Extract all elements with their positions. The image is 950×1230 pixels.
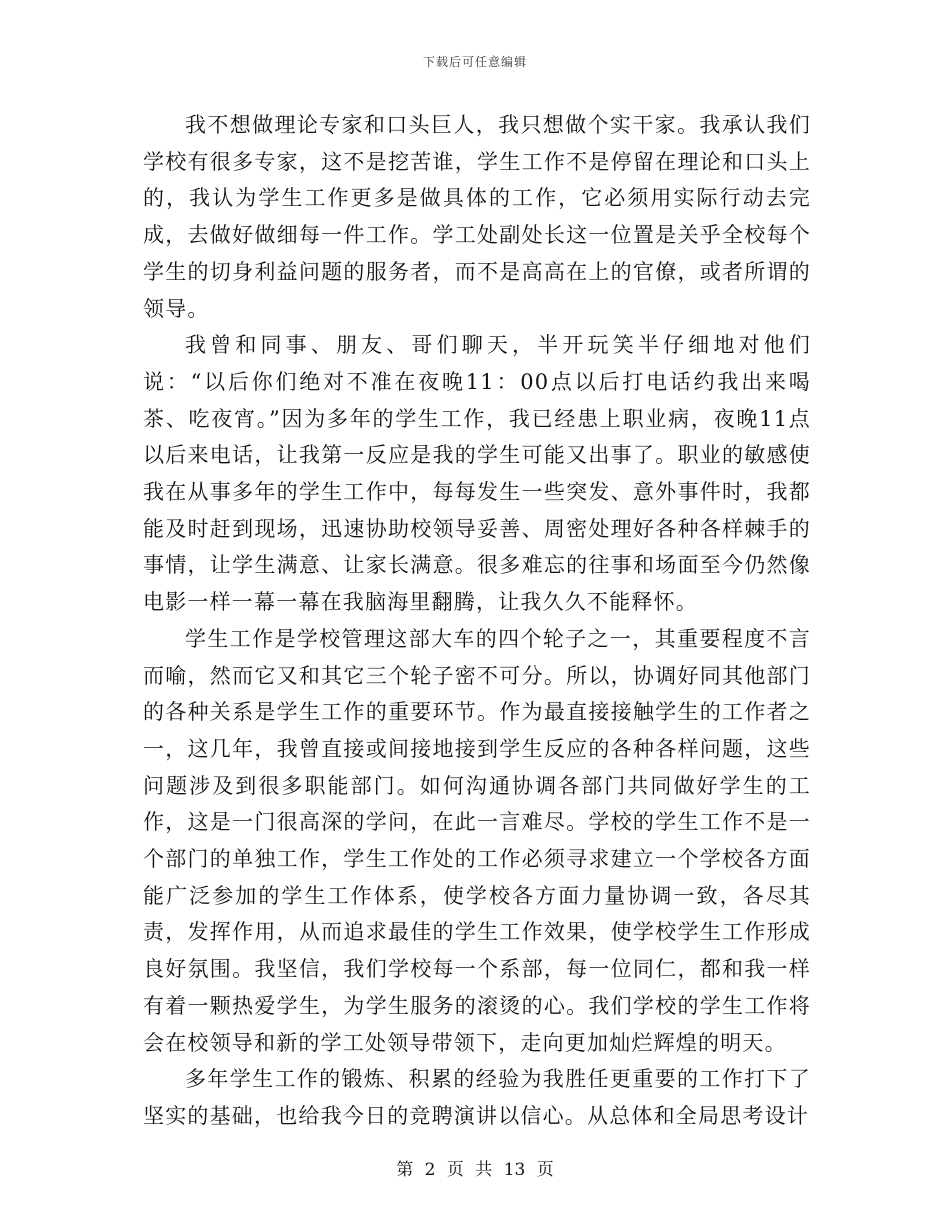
paragraph-2: 我曾和同事、朋友、哥们聊天，半开玩笑半仔细地对他们说：“以后你们绝对不准在夜晚11：00点以后打电话约我出来喝茶、吃夜宵。”因为多年的学生工作，我已经患上职业病，夜晚11点以后来电话，让我第一反应是我的学生可能又出事了。职业的敏感使我在从事多年的学生工作中，每每发生一些突发、意外事件时，我都能及时赶到现场，迅速协助校领导妥善、周密处理好各种各样棘手的事情，让学生满意、让家长满意。很多难忘的往事和场面至今仍然像电影一样一幕一幕在我脑海里翻腾，让我久久不能释怀。 bbox=[143, 333, 811, 615]
page-header-note: 下载后可任意编辑 bbox=[422, 55, 527, 69]
page-number-footer: 第 2 页 共 13 页 bbox=[396, 1160, 554, 1180]
document-body bbox=[143, 107, 811, 1135]
paragraph-3: 学生工作是学校管理这部大车的四个轮子之一，其重要程度不言而喻，然而它又和其它三个轮子密不可分。所以，协调好同其他部门的各种关系是学生工作的重要环节。作为最直接接触学生的工作者之一，这几年，我曾直接或间接地接到学生反应的各种各样问题，这些问题涉及到很多职能部门。如何沟通协调各部门共同做好学生的工作，这是一门很高深的学问，在此一言难尽。学校的学生工作不是一个部门的单独工作，学生工作处的工作必须寻求建立一个学校各方面能广泛参加的学生工作体系，使学校各方面力量协调一致，各尽其责，发挥作用，从而追求最佳的学生工作效果，使学校学生工作形成良好氛围。我坚信，我们学校每一个系部，每一位同仁，都和我一样有着一颗热爱学生，为学生服务的滚烫的心。我们学校的学生工作将会在校领导和新的学工处领导带领下，走向更加灿烂辉煌的明天。 bbox=[143, 626, 811, 1055]
paragraph-4: 多年学生工作的锻炼、积累的经验为我胜任更重要的工作打下了坚实的基础，也给我今日的竞聘演讲以信心。从总体和全局思考设计 bbox=[143, 1067, 811, 1128]
paragraph-1: 我不想做理论专家和口头巨人，我只想做个实干家。我承认我们学校有很多专家，这不是挖苦谁，学生工作不是停留在理论和口头上的，我认为学生工作更多是做具体的工作，它必须用实际行动去完成，去做好做细每一件工作。学工处副处长这一位置是关乎全校每个学生的切身利益问题的服务者，而不是高高在上的官僚，或者所谓的领导。 bbox=[143, 113, 811, 321]
